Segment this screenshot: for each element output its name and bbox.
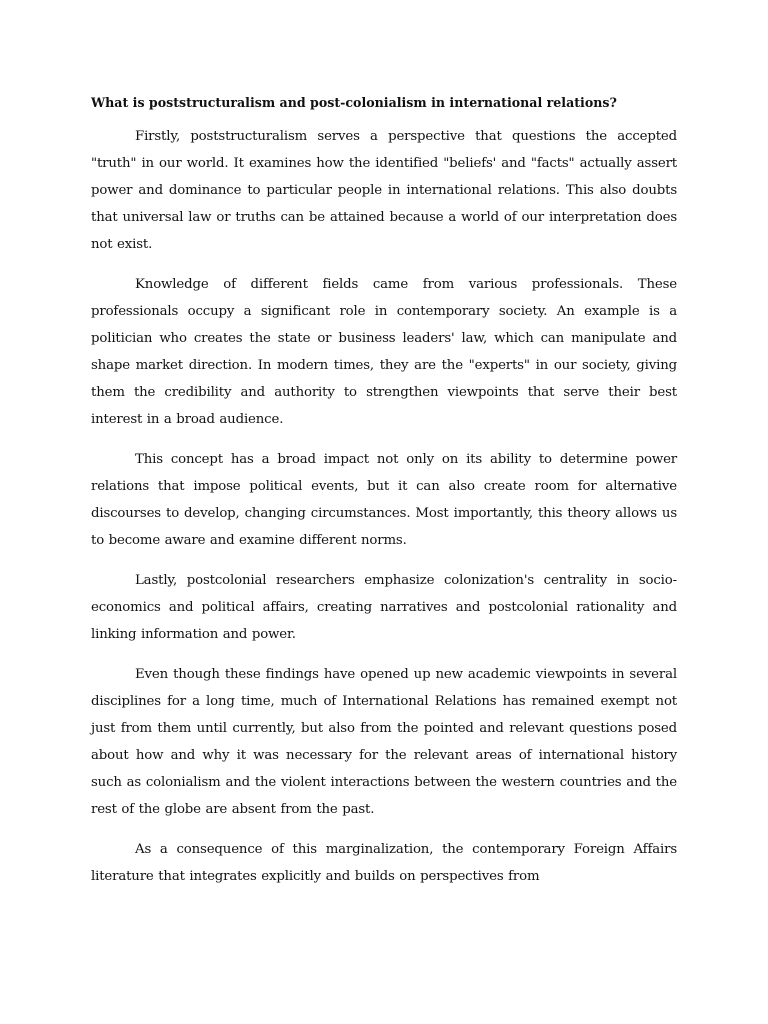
document-body [91, 93, 677, 903]
paragraph-6: As a consequence of this marginalization, the contemporary Foreign Affairs literature that integrates explicitly and builds on perspectives from [91, 842, 677, 884]
paragraph-5: Even though these findings have opened up new academic viewpoints in several disciplines for a long time, much of International Relations has remained exempt not just from them until currently, but also from the pointed and relevant questions posed about how and why it was necessary for the relevant areas of international history such as colonialism and the violent interactions between the western countries and the rest of the globe are absent from the past. [91, 667, 677, 817]
paragraph-1: Firstly, poststructuralism serves a perspective that questions the accepted "truth" in our world. It examines how the identified "beliefs' and "facts" actually assert power and dominance to particular people in international relations. This also doubts that universal law or truths can be attained because a world of our interpretation does not exist. [91, 129, 677, 252]
paragraph-2: Knowledge of different fields came from various professionals. These professionals occupy a significant role in contemporary society. An example is a politician who creates the state or business leaders' law, which can manipulate and shape market direction. In modern times, they are the "experts" in our society, giving them the credibility and authority to strengthen viewpoints that serve their best interest in a broad audience. [91, 277, 677, 427]
document-title: What is poststructuralism and post-colonialism in international relations? [91, 95, 617, 110]
paragraph-4: Lastly, postcolonial researchers emphasize colonization's centrality in socio-economics and political affairs, creating narratives and postcolonial rationality and linking information and power. [91, 573, 677, 642]
paragraph-3: This concept has a broad impact not only on its ability to determine power relations that impose political events, but it can also create room for alternative discourses to develop, changing circumstances. Most importantly, this theory allows us to become aware and examine different norms. [91, 452, 677, 548]
